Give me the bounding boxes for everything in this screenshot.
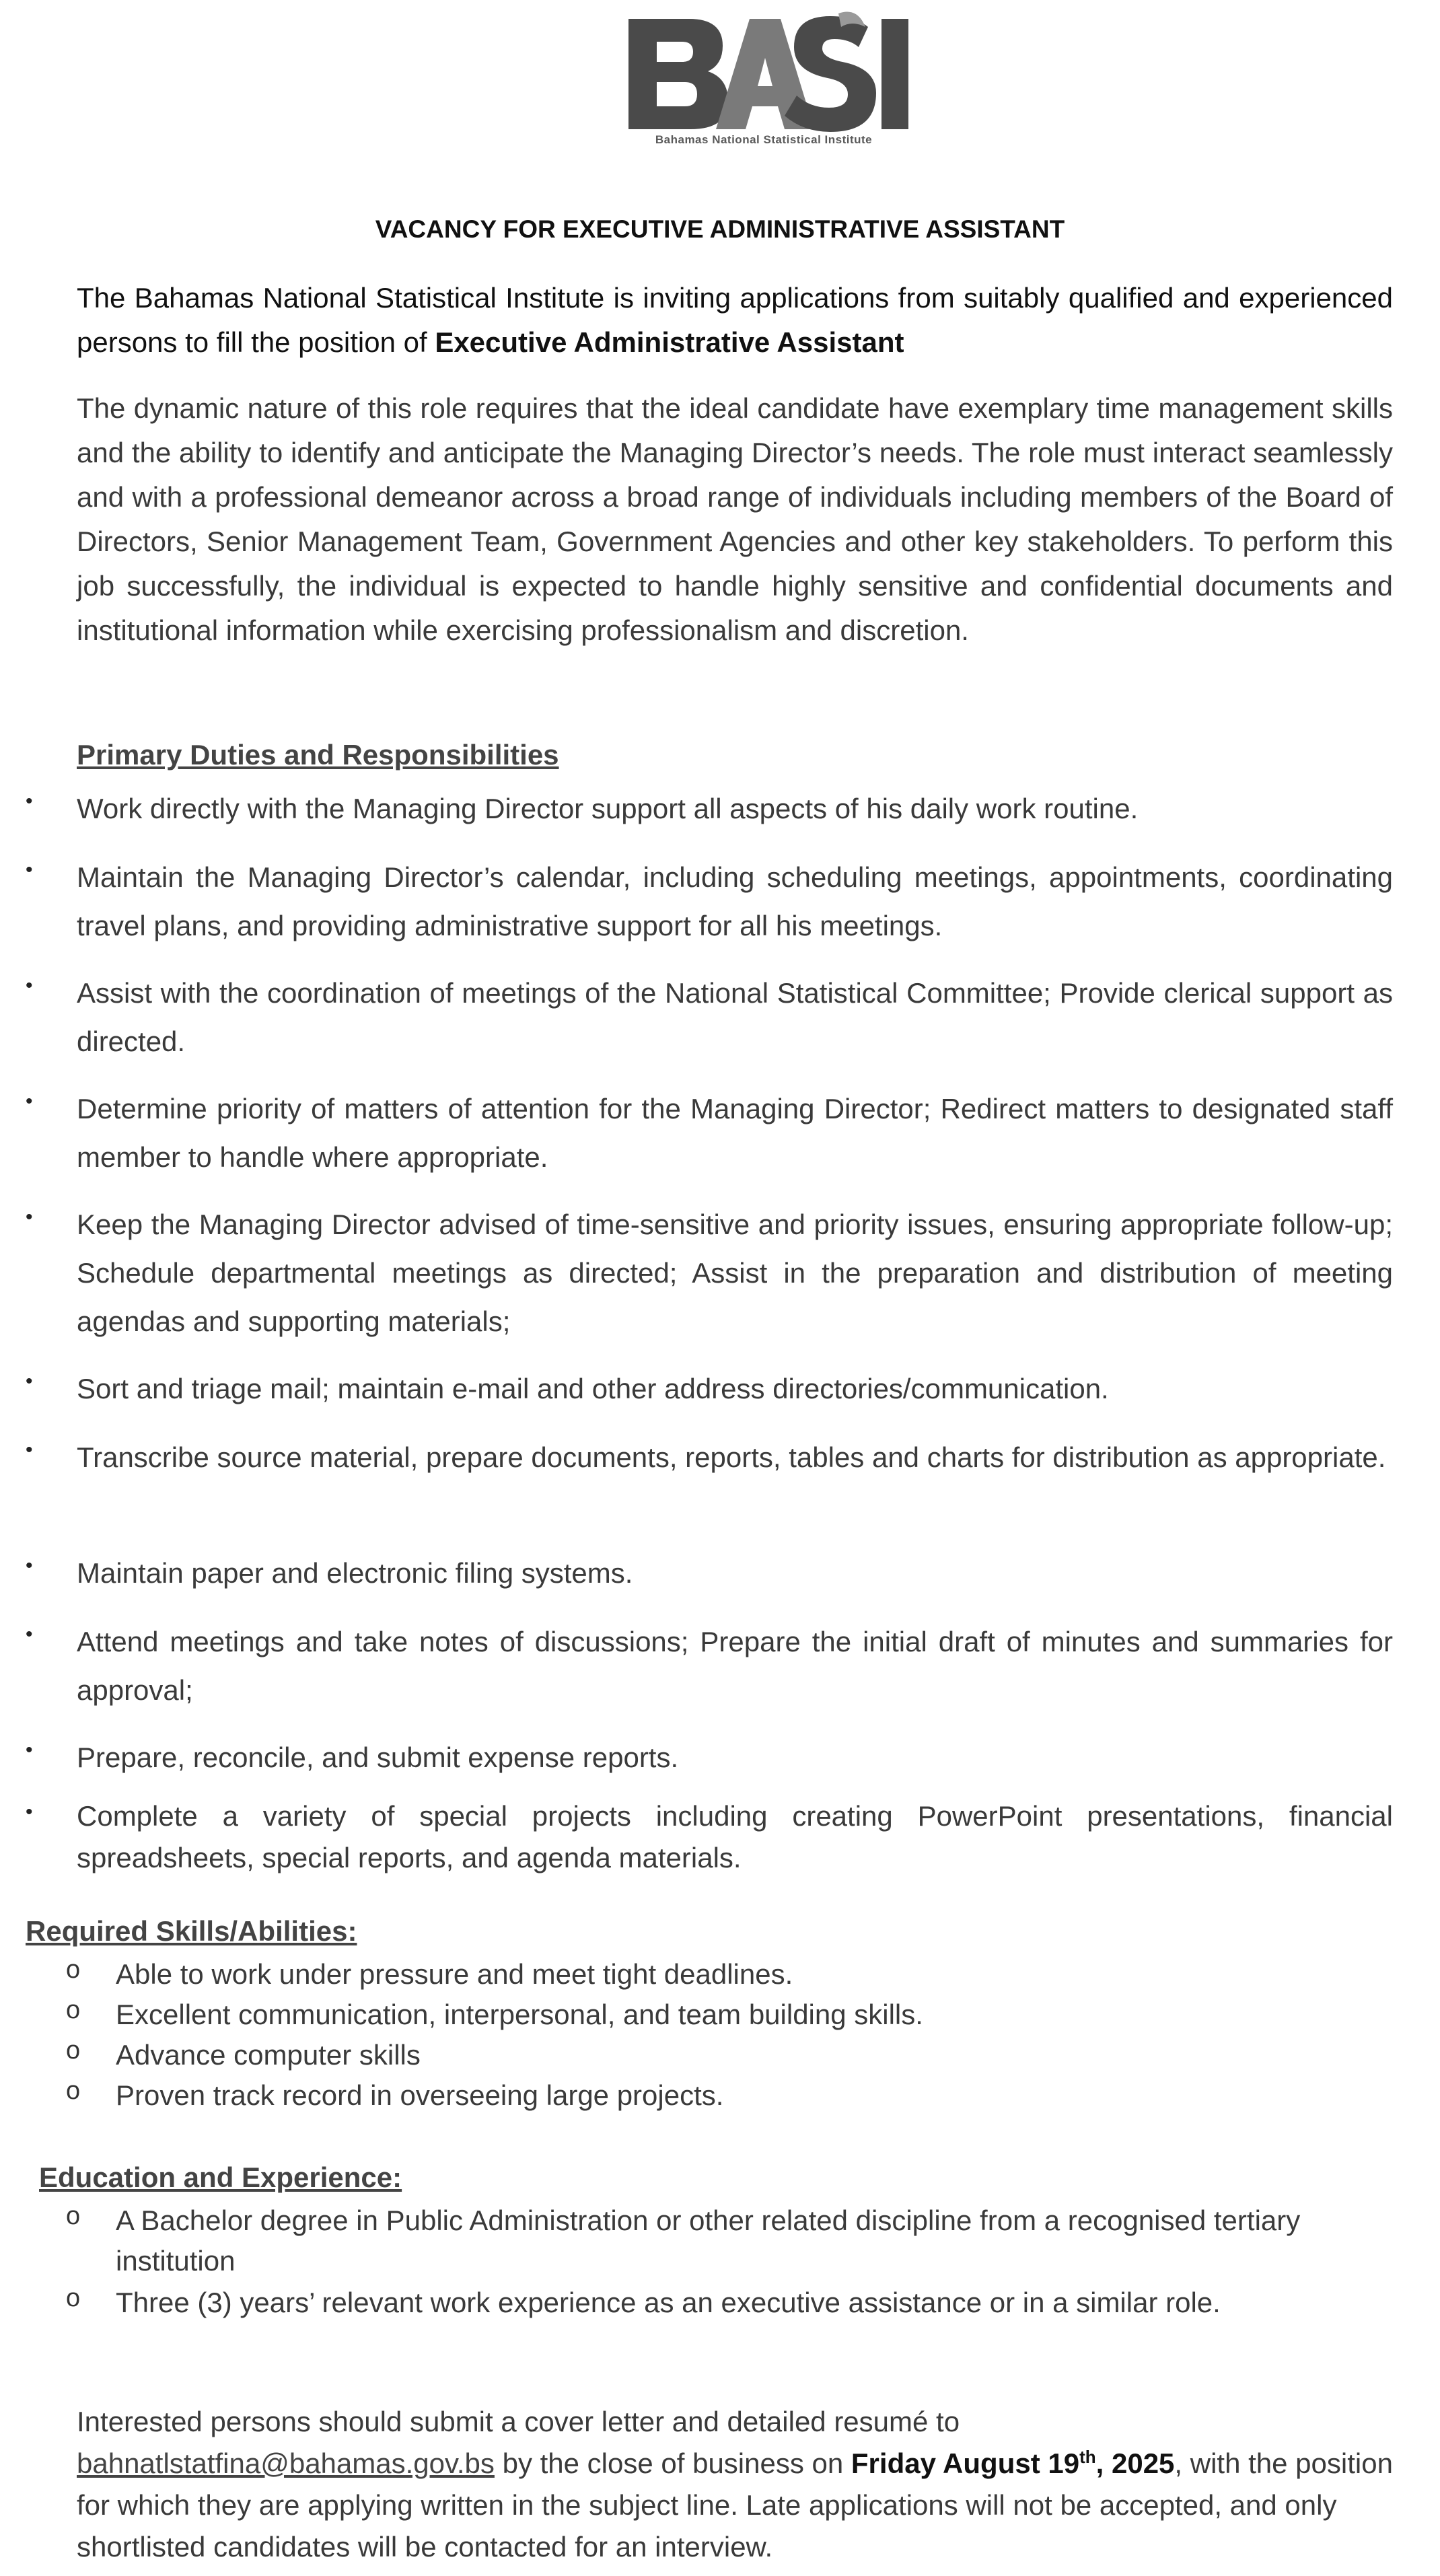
education-item: Three (3) years’ relevant work experience as an executive assistance or in a similar role. [116,2287,1221,2318]
duty-item: Sort and triage mail; maintain e-mail and other address directories/communication. [77,1373,1109,1404]
education-item: A Bachelor degree in Public Administration or other related discipline from a recognised tertiary institution [116,2205,1301,2277]
page-title: VACANCY FOR EXECUTIVE ADMINISTRATIVE ASSISTANT [375,215,1065,243]
closing-paragraph [77,2401,1393,2568]
skill-item: Excellent communication, interpersonal, and team building skills. [116,1999,923,2030]
circle-bullet-icon: o [66,2284,81,2312]
skill-item: Able to work under pressure and meet tight deadlines. [116,1958,793,1990]
duty-item: Assist with the coordination of meetings of the National Statistical Committee; Provide clerical support as directed. [77,977,1393,1057]
duty-item: Attend meetings and take notes of discussions; Prepare the initial draft of minutes and summaries for approval; [77,1626,1393,1706]
duty-item: Determine priority of matters of attention for the Managing Director; Redirect matters to designated staff member to handle where appropriate. [77,1093,1393,1173]
bullet-icon: • [26,859,33,881]
bullet-icon: • [26,1370,33,1392]
deadline-year: , 2025 [1095,2447,1175,2479]
deadline-date [851,2447,1175,2479]
circle-bullet-icon: o [66,2036,81,2065]
deadline-day: Friday August 19 [851,2447,1080,2479]
intro-paragraph [77,276,1393,365]
date-suffix: th [1079,2447,1096,2467]
duty-item: Maintain paper and electronic filing systems. [77,1557,633,1589]
closing-tail: , with the position for which they are applying written in the subject line. Late applications will not be accepted, and only shortlisted candidates will be contacted for an interview. [77,2447,1393,2563]
circle-bullet-icon: o [66,1996,81,2024]
duty-item: Prepare, reconcile, and submit expense reports. [77,1742,679,1773]
circle-bullet-icon: o [66,2077,81,2105]
duty-item: Work directly with the Managing Director support all aspects of his daily work routine. [77,793,1139,824]
logo-caption: Bahamas National Statistical Institute [655,133,873,146]
intro-text: The Bahamas National Statistical Institute is inviting applications from suitably qualified and experienced persons to fill the position of [77,282,1393,358]
bullet-icon: • [26,1206,33,1228]
skill-item: Advance computer skills [116,2039,421,2071]
bullet-icon: • [26,1554,33,1577]
bullet-icon: • [26,974,33,997]
position-title: Executive Administrative Assistant [435,326,904,358]
duty-item: Maintain the Managing Director’s calendar, including scheduling meetings, appointments, coordinating travel plans, and providing administrative support for all his meetings. [77,861,1393,941]
email-link[interactable]: bahnatlstatfina@bahamas.gov.bs [77,2447,495,2479]
education-title: Education and Experience: [39,2161,402,2193]
role-description: The dynamic nature of this role requires that the ideal candidate have exemplary time management skills and the ability to identify and anticipate the Managing Director’s needs. The role must interact seamlessly and with a professional demeanor across a broad range of individuals including members of the Board of Directors, Senior Management Team, Government Agencies and other key stakeholders. To perform this job successfully, the individual is expected to handle highly sensitive and confidential documents and institutional information while exercising professionalism and discretion. [77,392,1393,646]
skill-item: Proven track record in overseeing large projects. [116,2079,724,2111]
bullet-icon: • [26,1739,33,1761]
closing-mid: by the close of business on [494,2447,851,2479]
bullet-icon: • [26,790,33,812]
closing-body [77,2443,1393,2568]
bullet-icon: • [26,1623,33,1645]
skills-title: Required Skills/Abilities: [26,1915,357,1947]
closing-lead: Interested persons should submit a cover letter and detailed resumé to [77,2406,960,2437]
circle-bullet-icon: o [66,2202,81,2230]
bullet-icon: • [26,1439,33,1461]
bullet-icon: • [26,1090,33,1112]
duty-item: Complete a variety of special projects including creating PowerPoint presentations, financial spreadsheets, special reports, and agenda materials. [77,1800,1393,1873]
bullet-icon: • [26,1801,33,1823]
circle-bullet-icon: o [66,1956,81,1984]
duties-title: Primary Duties and Responsibilities [77,739,559,771]
duty-item: Keep the Managing Director advised of time-sensitive and priority issues, ensuring appropriate follow-up; Schedule departmental meetings as directed; Assist in the preparation and distribution of meeting agendas and supporting materials; [77,1209,1393,1337]
duty-item: Transcribe source material, prepare documents, reports, tables and charts for distribution as appropriate. [77,1441,1386,1473]
